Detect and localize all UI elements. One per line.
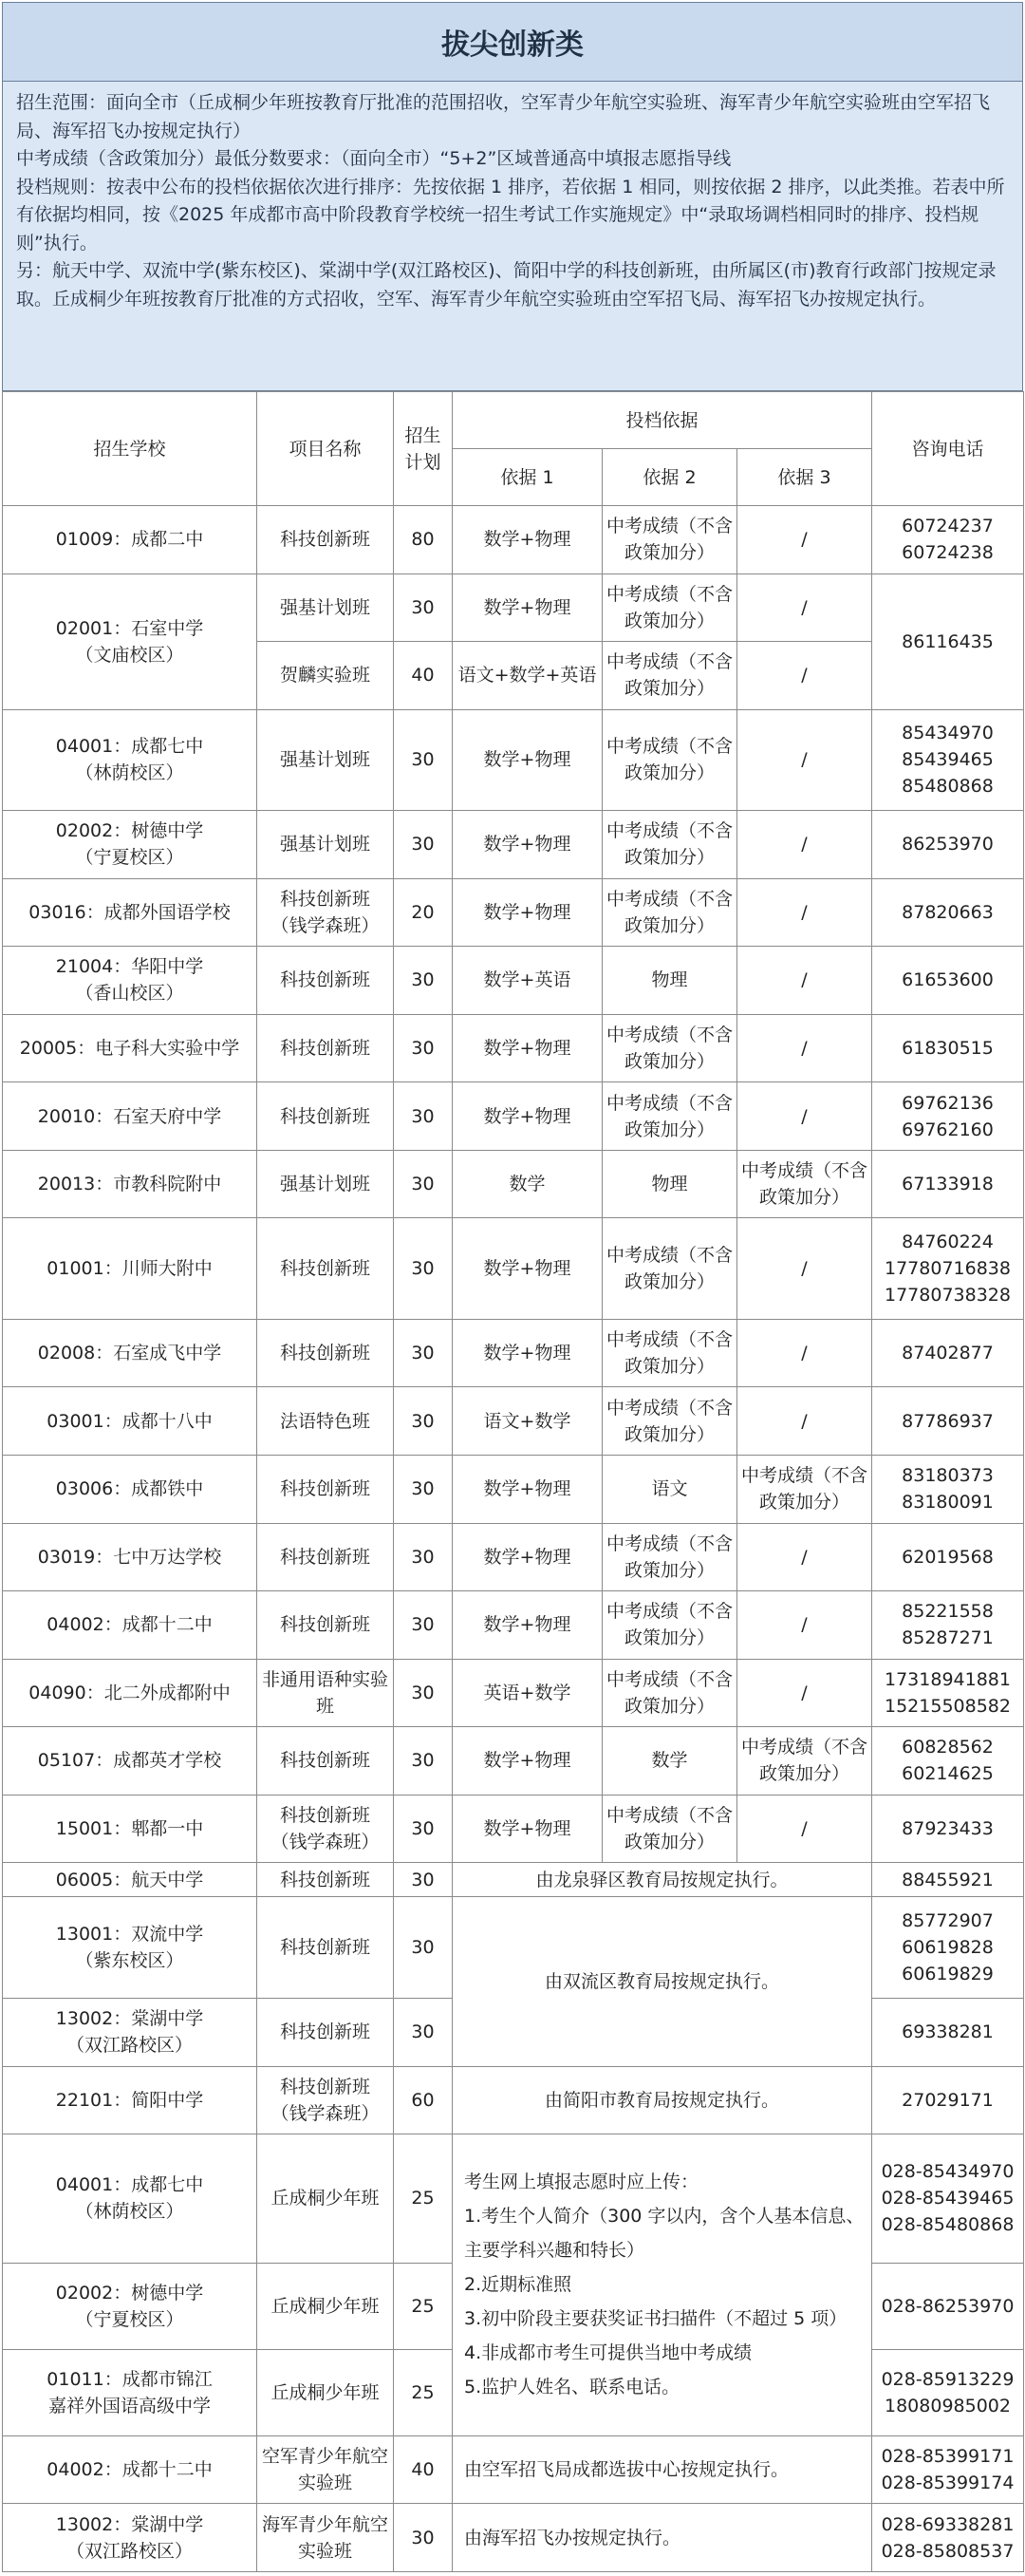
phone-cell: 84760224 17780716838 17780738328 [872,1218,1024,1320]
table-row [3,2504,1024,2572]
table-row [3,1591,1024,1660]
project-cell: 科技创新班 [257,947,394,1015]
rule-note-cell: 由双流区教育局按规定执行。 [453,1897,872,2066]
project-cell: 强基计划班 [257,573,394,642]
basis1-cell: 数学+物理 [453,811,603,879]
table-row [3,878,1024,947]
basis3-cell: / [737,878,872,947]
table-row [3,1897,1024,1999]
phone-cell: 85772907 60619828 60619829 [872,1897,1024,1999]
quota-cell: 30 [394,573,453,642]
project-cell: 丘成桐少年班 [257,2134,394,2264]
phone-cell: 27029171 [872,2066,1024,2134]
quota-cell: 40 [394,642,453,710]
project-cell: 非通用语种实验班 [257,1659,394,1727]
project-cell: 海军青少年航空实验班 [257,2504,394,2572]
basis1-cell: 语文+数学+英语 [453,642,603,710]
basis1-cell: 语文+数学 [453,1387,603,1456]
notes-panel [2,82,1023,391]
school-cell: 04090：北二外成都附中 [3,1659,257,1727]
quota-cell: 30 [394,1150,453,1218]
project-cell: 科技创新班 [257,1523,394,1591]
table-row [3,2134,1024,2264]
phone-cell: 028-85434970 028-85439465 028-85480868 [872,2134,1024,2264]
note-min-score: 中考成绩（含政策加分）最低分数要求：（面向全市）“5+2”区域普通高中填报志愿指导线 [16,148,732,169]
basis1-cell: 数学+物理 [453,1795,603,1863]
school-cell: 06005：航天中学 [3,1863,257,1897]
phone-cell: 87820663 [872,878,1024,947]
header-basis1: 依据 1 [453,449,603,506]
basis2-cell: 中考成绩（不含政策加分） [603,1319,737,1387]
project-cell: 科技创新班 [257,1591,394,1660]
quota-cell: 30 [394,1795,453,1863]
table-row [3,1218,1024,1320]
basis1-cell: 数学+物理 [453,506,603,574]
basis3-cell: 中考成绩（不含政策加分） [737,1150,872,1218]
quota-cell: 30 [394,1863,453,1897]
note-ranking-rule: 投档规则：按表中公布的投档依据依次进行排序：先按依据 1 排序，若依据 1 相同，则按依据 2 排序，以此类推。若表中所有依据均相同，按《2025 年成都市高中阶段教育学校统一招生考试工作实施规定》中“录取场调档相同时的排序、投档规则”执行。 [16,176,1005,254]
basis3-cell: / [737,573,872,642]
project-cell: 科技创新班 （钱学森班） [257,878,394,947]
basis3-cell: / [737,1659,872,1727]
quota-cell: 30 [394,1387,453,1456]
phone-cell: 62019568 [872,1523,1024,1591]
table-row [3,947,1024,1015]
project-cell: 强基计划班 [257,1150,394,1218]
basis2-cell: 中考成绩（不含政策加分） [603,642,737,710]
phone-cell: 028-86253970 [872,2263,1024,2349]
table-row [3,1150,1024,1218]
quota-cell: 25 [394,2134,453,2264]
upload-requirement-item: 1.考生个人简介（300 字以内，含个人基本信息、主要学科兴趣和特长） [464,2206,865,2262]
school-cell: 01001：川师大附中 [3,1218,257,1320]
basis2-cell: 物理 [603,1150,737,1218]
basis2-cell: 中考成绩（不含政策加分） [603,506,737,574]
school-cell: 13001：双流中学 （紫东校区） [3,1897,257,1999]
phone-cell: 61653600 [872,947,1024,1015]
school-cell: 22101：简阳中学 [3,2066,257,2134]
basis3-cell: / [737,1218,872,1320]
quota-cell: 30 [394,1999,453,2067]
note-scope: 招生范围：面向全市（丘成桐少年班按教育厅批准的范围招收，空军青少年航空实验班、海军青少年航空实验班由空军招飞局、海军招飞办按规定执行） [16,92,991,141]
quota-cell: 30 [394,1897,453,1999]
phone-cell: 85434970 85439465 85480868 [872,709,1024,811]
table-row [3,1387,1024,1456]
phone-cell: 86253970 [872,811,1024,879]
basis2-cell: 中考成绩（不含政策加分） [603,1591,737,1660]
project-cell: 法语特色班 [257,1387,394,1456]
school-cell: 13002：棠湖中学 （双江路校区） [3,2504,257,2572]
basis2-cell: 中考成绩（不含政策加分） [603,1082,737,1151]
project-cell: 丘成桐少年班 [257,2263,394,2349]
project-cell: 丘成桐少年班 [257,2349,394,2435]
basis1-cell: 数学+物理 [453,1523,603,1591]
school-cell: 13002：棠湖中学 （双江路校区） [3,1999,257,2067]
basis1-cell: 数学+英语 [453,947,603,1015]
quota-cell: 30 [394,709,453,811]
table-row [3,709,1024,811]
project-cell: 强基计划班 [257,709,394,811]
basis2-cell: 中考成绩（不含政策加分） [603,1014,737,1082]
quota-cell: 30 [394,1014,453,1082]
basis2-cell: 中考成绩（不含政策加分） [603,709,737,811]
basis1-cell: 数学+物理 [453,1082,603,1151]
basis1-cell: 数学+物理 [453,1727,603,1796]
project-cell: 科技创新班 （钱学森班） [257,1795,394,1863]
basis3-cell: / [737,1014,872,1082]
basis2-cell: 中考成绩（不含政策加分） [603,1387,737,1456]
table-row [3,1795,1024,1863]
school-cell: 02002：树德中学 （宁夏校区） [3,811,257,879]
basis2-cell: 中考成绩（不含政策加分） [603,1795,737,1863]
project-cell: 强基计划班 [257,811,394,879]
phone-cell: 83180373 83180091 [872,1455,1024,1523]
upload-requirement-item: 5.监护人姓名、联系电话。 [464,2377,680,2398]
project-cell: 科技创新班 [257,1897,394,1999]
quota-cell: 30 [394,1218,453,1320]
table-row [3,1014,1024,1082]
phone-cell: 60828562 60214625 [872,1727,1024,1796]
phone-cell: 028-85913229 18080985002 [872,2349,1024,2435]
quota-cell: 30 [394,1591,453,1660]
admission-sheet [2,2,1023,2572]
school-cell: 02002：树德中学 （宁夏校区） [3,2263,257,2349]
table-row [3,1863,1024,1897]
table-row [3,1455,1024,1523]
note-other: 另：航天中学、双流中学(紫东校区)、棠湖中学(双江路校区)、简阳中学的科技创新班，由所属区(市)教育行政部门按规定录取。丘成桐少年班按教育厅批准的方式招收，空军、海军青少年航空实验班由空军招飞局、海军招飞办按规定执行。 [16,260,997,310]
basis2-cell: 物理 [603,947,737,1015]
basis3-cell: / [737,709,872,811]
basis1-cell: 英语+数学 [453,1659,603,1727]
school-cell: 20010：石室天府中学 [3,1082,257,1151]
phone-cell: 67133918 [872,1150,1024,1218]
page-title: 拔尖创新类 [2,2,1023,82]
phone-cell: 69762136 69762160 [872,1082,1024,1151]
basis1-cell: 数学+物理 [453,1218,603,1320]
basis1-cell: 数学+物理 [453,709,603,811]
upload-requirement-item: 4.非成都市考生可提供当地中考成绩 [464,2342,753,2364]
school-cell: 20005：电子科大实验中学 [3,1014,257,1082]
basis3-cell: / [737,1082,872,1151]
phone-cell: 86116435 [872,573,1024,709]
school-cell: 02001：石室中学 （文庙校区） [3,573,257,709]
basis2-cell: 中考成绩（不含政策加分） [603,1218,737,1320]
school-cell: 21004：华阳中学 （香山校区） [3,947,257,1015]
table-row [3,1319,1024,1387]
basis1-cell: 数学+物理 [453,1014,603,1082]
quota-cell: 30 [394,947,453,1015]
project-cell: 科技创新班 [257,1082,394,1151]
basis3-cell: / [737,1795,872,1863]
table-row [3,2066,1024,2134]
phone-cell: 61830515 [872,1014,1024,1082]
project-cell: 科技创新班 [257,1014,394,1082]
basis1-cell: 数学+物理 [453,1455,603,1523]
project-cell: 科技创新班 [257,1319,394,1387]
project-cell: 科技创新班 （钱学森班） [257,2066,394,2134]
basis2-cell: 中考成绩（不含政策加分） [603,1523,737,1591]
table-row [3,2435,1024,2504]
basis1-cell: 数学 [453,1150,603,1218]
quota-cell: 25 [394,2263,453,2349]
quota-cell: 60 [394,2066,453,2134]
basis3-cell: / [737,1387,872,1456]
phone-cell: 69338281 [872,1999,1024,2067]
basis3-cell: 中考成绩（不含政策加分） [737,1455,872,1523]
basis3-cell: / [737,642,872,710]
phone-cell: 85221558 85287271 [872,1591,1024,1660]
school-cell: 20013：市教科院附中 [3,1150,257,1218]
basis1-cell: 数学+物理 [453,573,603,642]
phone-cell: 60724237 60724238 [872,506,1024,574]
school-cell: 15001：郫都一中 [3,1795,257,1863]
table-row [3,1727,1024,1796]
admission-table [2,391,1024,2572]
project-cell: 科技创新班 [257,1863,394,1897]
rule-note-cell: 由简阳市教育局按规定执行。 [453,2066,872,2134]
upload-requirements-heading: 考生网上填报志愿时应上传： [464,2172,699,2193]
school-cell: 04002：成都十二中 [3,2435,257,2504]
project-cell: 科技创新班 [257,506,394,574]
quota-cell: 30 [394,811,453,879]
project-cell: 科技创新班 [257,1218,394,1320]
quota-cell: 30 [394,1523,453,1591]
school-cell: 04001：成都七中 （林荫校区） [3,2134,257,2264]
school-cell: 03019：七中万达学校 [3,1523,257,1591]
phone-cell: 87923433 [872,1795,1024,1863]
basis2-cell: 中考成绩（不含政策加分） [603,573,737,642]
phone-cell: 87786937 [872,1387,1024,1456]
basis3-cell: 中考成绩（不含政策加分） [737,1727,872,1796]
upload-requirement-item: 3.初中阶段主要获奖证书扫描件（不超过 5 项） [464,2308,848,2330]
phone-cell: 028-69338281 028-85808537 [872,2504,1024,2572]
header-basis3: 依据 3 [737,449,872,506]
school-cell: 03016：成都外国语学校 [3,878,257,947]
basis1-cell: 数学+物理 [453,1591,603,1660]
quota-cell: 25 [394,2349,453,2435]
table-row [3,1523,1024,1591]
quota-cell: 80 [394,506,453,574]
basis1-cell: 数学+物理 [453,878,603,947]
school-cell: 03001：成都十八中 [3,1387,257,1456]
basis2-cell: 中考成绩（不含政策加分） [603,878,737,947]
basis2-cell: 中考成绩（不含政策加分） [603,1659,737,1727]
school-cell: 01009：成都二中 [3,506,257,574]
basis3-cell: / [737,947,872,1015]
table-row [3,1082,1024,1151]
quota-cell: 30 [394,1082,453,1151]
rule-note-cell: 由空军招飞局成都选拔中心按规定执行。 [453,2435,872,2504]
phone-cell: 88455921 [872,1863,1024,1897]
upload-requirement-item: 2.近期标准照 [464,2274,572,2296]
project-cell: 科技创新班 [257,1999,394,2067]
table-row [3,811,1024,879]
school-cell: 01011：成都市锦江 嘉祥外国语高级中学 [3,2349,257,2435]
basis3-cell: / [737,811,872,879]
upload-requirements-cell [453,2134,872,2435]
school-cell: 05107：成都英才学校 [3,1727,257,1796]
quota-cell: 20 [394,878,453,947]
school-cell: 04002：成都十二中 [3,1591,257,1660]
basis2-cell: 中考成绩（不含政策加分） [603,811,737,879]
basis1-cell: 数学+物理 [453,1319,603,1387]
project-cell: 贺麟实验班 [257,642,394,710]
quota-cell: 30 [394,1659,453,1727]
basis3-cell: / [737,506,872,574]
basis2-cell: 数学 [603,1727,737,1796]
quota-cell: 30 [394,1319,453,1387]
header-school: 招生学校 [3,392,257,506]
header-phone: 咨询电话 [872,392,1024,506]
basis3-cell: / [737,1319,872,1387]
school-cell: 04001：成都七中 （林荫校区） [3,709,257,811]
table-row [3,506,1024,574]
header-project: 项目名称 [257,392,394,506]
phone-cell: 028-85399171 028-85399174 [872,2435,1024,2504]
rule-note-cell: 由龙泉驿区教育局按规定执行。 [453,1863,872,1897]
header-basis2: 依据 2 [603,449,737,506]
phone-cell: 17318941881 15215508582 [872,1659,1024,1727]
school-cell: 03006：成都铁中 [3,1455,257,1523]
quota-cell: 30 [394,1727,453,1796]
header-quota: 招生 计划 [394,392,453,506]
project-cell: 空军青少年航空实验班 [257,2435,394,2504]
basis2-cell: 语文 [603,1455,737,1523]
project-cell: 科技创新班 [257,1455,394,1523]
phone-cell: 87402877 [872,1319,1024,1387]
rule-note-cell: 由海军招飞办按规定执行。 [453,2504,872,2572]
header-basis: 投档依据 [453,392,872,449]
school-cell: 02008：石室成飞中学 [3,1319,257,1387]
basis3-cell: / [737,1591,872,1660]
quota-cell: 30 [394,1455,453,1523]
project-cell: 科技创新班 [257,1727,394,1796]
table-row [3,1659,1024,1727]
quota-cell: 40 [394,2435,453,2504]
table-row [3,573,1024,642]
basis3-cell: / [737,1523,872,1591]
quota-cell: 30 [394,2504,453,2572]
